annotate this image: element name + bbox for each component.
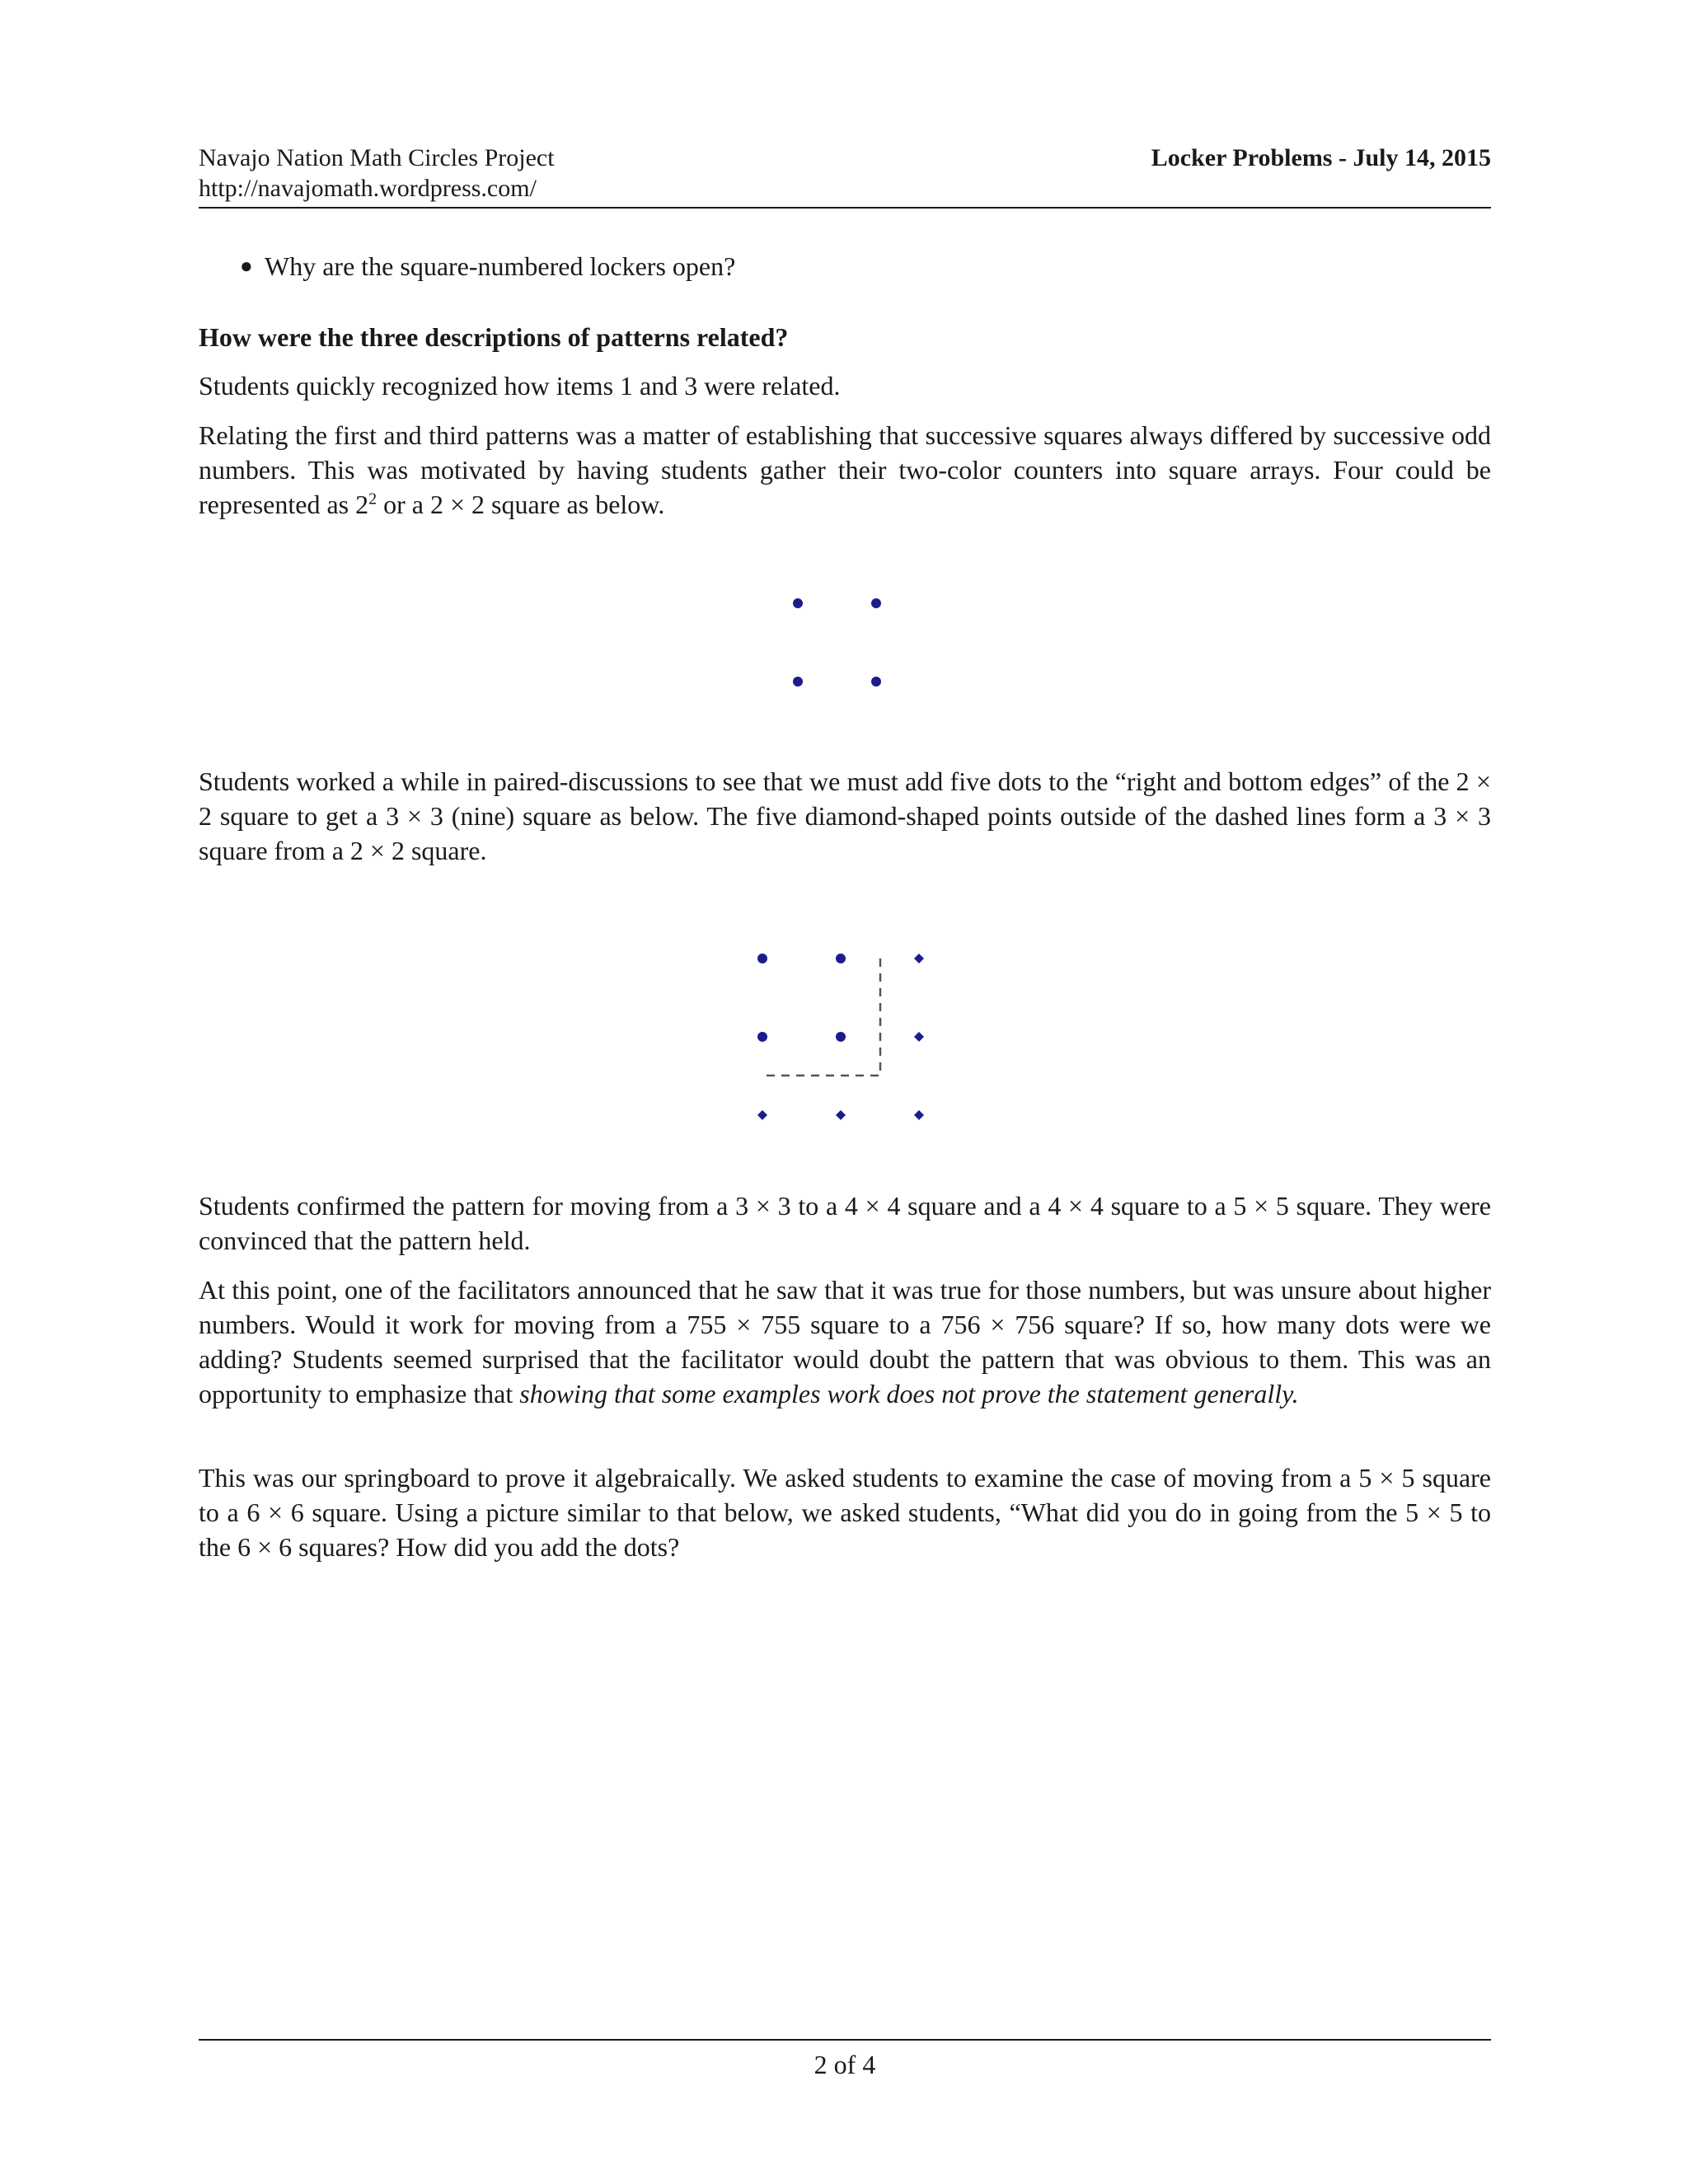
dot <box>871 677 881 687</box>
header-title-date: Locker Problems - July 14, 2015 <box>1151 144 1491 171</box>
paragraph-1: Students quickly recognized how items 1 and 3 were related. <box>199 371 841 401</box>
figure-3x3-dots <box>718 931 965 1129</box>
bullet-text: Why are the square-numbered lockers open? <box>265 251 736 281</box>
paragraph-2 <box>199 418 1491 522</box>
bullet-item <box>240 249 1476 284</box>
paragraph-2-text: Relating the first and third patterns was a matter of establishing that successive squares always differed by successive odd numbers. This was motivated by having students gather their two-color counters into square arrays. Four could be represented as 2 <box>199 420 1491 519</box>
dot <box>871 598 881 608</box>
header-url: http://navajomath.wordpress.com/ <box>199 175 537 202</box>
dot <box>836 954 846 963</box>
paragraph-4: Students confirmed the pattern for moving from a 3 × 3 to a 4 × 4 square and a 4 × 4 square to a 5 × 5 square. They were convinced that the pattern held. <box>199 1191 1491 1255</box>
footer-rule <box>199 2039 1491 2041</box>
paragraph-5-text: At this point, one of the facilitators announced that he saw that it was true for those numbers, but was unsure about higher numbers. Would it work for moving from a 755 × 755 square to a 756 × 756 square? If so, how many dots were we adding? Students seemed surprised that the facilitator would doubt the pattern that was obvious to them. This was an opportunity to emphasize that <box>199 1275 1491 1408</box>
page-number: 2 of 4 <box>814 2050 876 2079</box>
dot <box>757 954 767 963</box>
dashed-boundary <box>762 958 880 1076</box>
diamond-dot <box>914 954 924 963</box>
diamond-dot <box>914 1032 924 1042</box>
figure-2x2-dots <box>759 569 1006 733</box>
dot <box>757 1032 767 1042</box>
diamond-dot <box>757 1110 767 1120</box>
dot <box>836 1032 846 1042</box>
bullet-icon: ● <box>240 254 253 278</box>
paragraph-6: This was our springboard to prove it algebraically. We asked students to examine the case of moving from a 5 × 5 square to a 6 × 6 square. Using a picture similar to that below, we asked students, “What did you do in going from the 5 × 5 to the 6 × 6 squares? How did you add the dots? <box>199 1463 1491 1562</box>
superscript: 2 <box>368 490 377 509</box>
diamond-dot <box>836 1110 846 1120</box>
document-page <box>199 0 1491 2184</box>
paragraph-2-tail: or a 2 × 2 square as below. <box>377 490 665 519</box>
header-project-name: Navajo Nation Math Circles Project <box>199 144 555 171</box>
header-rule <box>199 207 1491 209</box>
paragraph-5 <box>199 1272 1491 1411</box>
section-heading: How were the three descriptions of patterns related? <box>199 322 789 352</box>
dot <box>793 598 803 608</box>
diamond-dot <box>914 1110 924 1120</box>
paragraph-5-emphasis: showing that some examples work does not prove the statement generally. <box>519 1379 1299 1408</box>
paragraph-3: Students worked a while in paired-discussions to see that we must add five dots to the “right and bottom edges” of the 2 × 2 square to get a 3 × 3 (nine) square as below. The five diamond-shaped points outside of the dashed lines form a 3 × 3 square from a 2 × 2 square. <box>199 766 1491 865</box>
dot <box>793 677 803 687</box>
